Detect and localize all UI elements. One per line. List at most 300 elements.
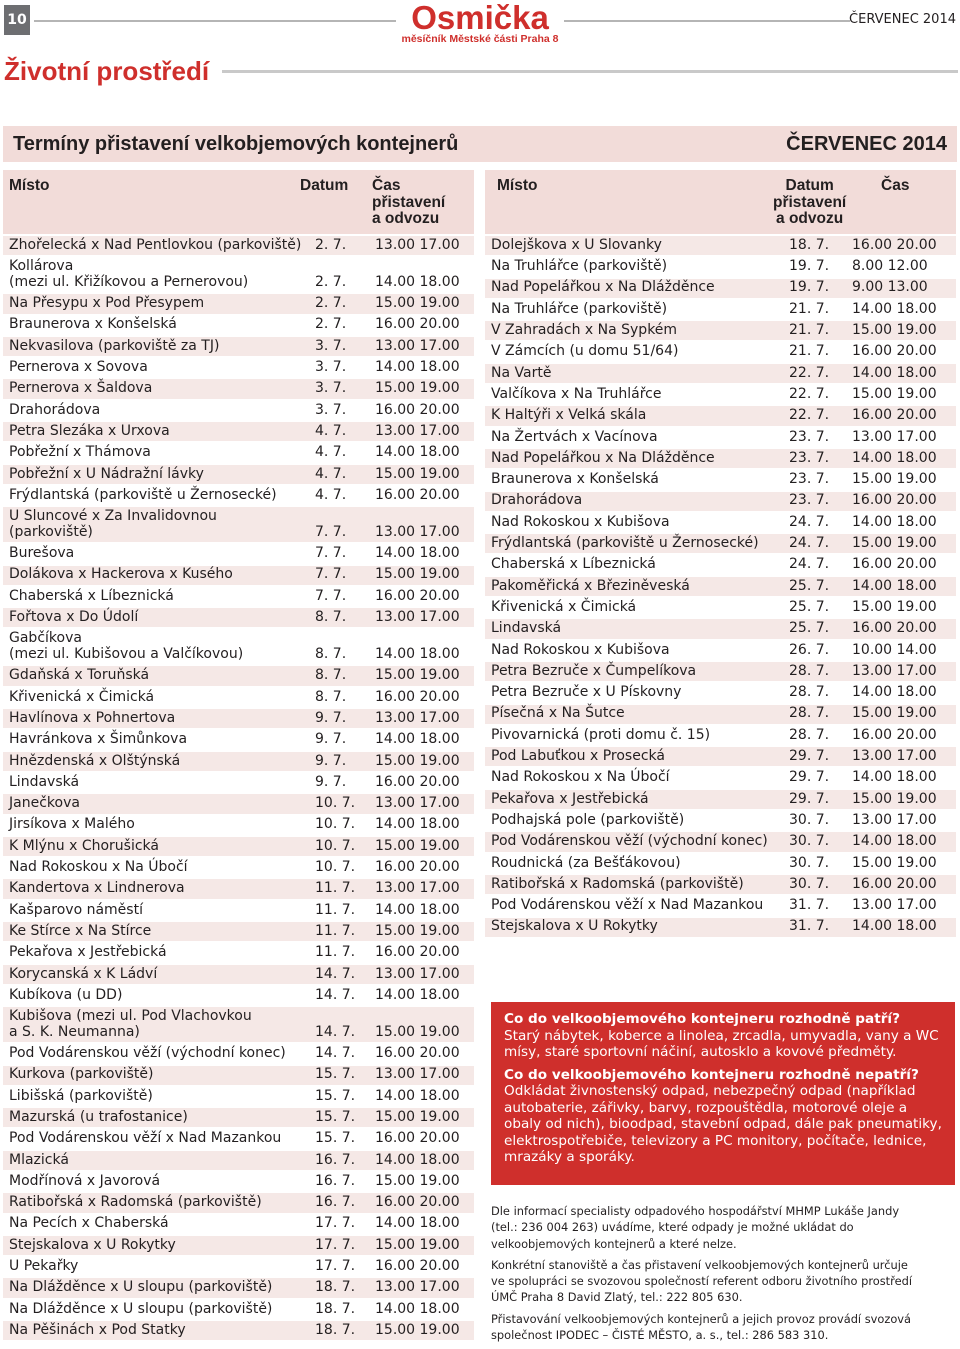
cell-place: Pernerova x Šaldova [9,380,153,397]
schedule-title: Termíny přistavení velkobjemových kontejnerů [13,132,459,155]
cell-place: Petra Slezáka x Urxova [9,422,170,439]
cell-date: 28. 7. [789,684,830,701]
table-row [3,879,474,898]
table-rows [3,236,474,1340]
table-row [3,752,474,771]
cell-date: 15. 7. [315,1066,356,1083]
cell-place: Stejskalova x U Rokytky [9,1236,176,1253]
cell-date: 17. 7. [315,1258,356,1275]
table-row [485,641,956,660]
table-row [485,896,956,915]
cell-time: 16.00 20.00 [375,1194,460,1211]
cell-place: Na Pěšinách x Pod Statky [9,1321,186,1338]
cell-date: 14. 7. [315,1023,356,1040]
cell-time: 14.00 18.00 [852,684,937,701]
cell-date: 7. 7. [315,587,347,604]
cell-date: 9. 7. [315,773,347,790]
cell-time: 16.00 20.00 [375,773,460,790]
cell-place: Braunerova x Konšelská [491,471,659,488]
cell-time: 16.00 20.00 [375,859,460,876]
cell-time: 15.00 19.00 [375,566,460,583]
table-row [3,1108,474,1127]
cell-time: 15.00 19.00 [852,385,937,402]
cell-place: Nad Popelářkou x Na Dlážděnce [491,279,715,296]
table-row [3,1278,474,1297]
header-date: Datum [300,177,349,194]
table-row [3,965,474,984]
cell-place: Fořtova x Do Údolí [9,609,139,626]
cell-place: Jirsíkova x Malého [9,816,135,833]
cell-time: 16.00 20.00 [375,1258,460,1275]
table-row [485,428,956,447]
issue-date: ČERVENEC 2014 [849,12,956,27]
cell-date: 4. 7. [315,422,347,439]
header-time: Čas přistavení a odvozu [372,177,446,227]
cell-place: Mazurská (u trafostanice) [9,1108,188,1125]
cell-time: 15.00 19.00 [852,322,937,339]
table-row [3,566,474,585]
cell-date: 30. 7. [789,833,830,850]
table-row [3,688,474,707]
cell-place: Drahorádova [9,401,101,418]
cell-time: 16.00 20.00 [375,486,460,503]
header-time: Čas [881,177,910,194]
table-row [485,854,956,873]
schedule-title-bar [3,126,957,162]
forbidden-answer: Odkládat živnostenský odpad, nebezpečný odpad (například autobaterie, zářivky, barvy, rozpouštědla, motorové oleje a obaly od nich), bioodpad, stavební odpad, dále pak pneumatiky, elektrospotřebiče, televizory a PC monitory, počítače, lednice, mrazáky a sporáky. [504,1083,942,1165]
cell-time: 14.00 18.00 [375,986,460,1003]
cell-date: 8. 7. [315,645,347,662]
cell-date: 3. 7. [315,359,347,376]
cell-place: Nad Popelářkou x Na Dlážděnce [491,449,715,466]
table-row [3,358,474,377]
cell-date: 3. 7. [315,380,347,397]
section-rule [222,70,958,73]
cell-place: Ratibořská x Radomská (parkoviště) [491,875,744,892]
cell-date: 9. 7. [315,752,347,769]
cell-time: 13.00 17.00 [375,609,460,626]
cell-time: 13.00 17.00 [375,523,460,540]
cell-date: 18. 7. [315,1321,356,1338]
cell-date: 7. 7. [315,523,347,540]
table-row [3,943,474,962]
cell-date: 24. 7. [789,556,830,573]
table-header [3,170,474,234]
cell-place: Na Truhlářce (parkoviště) [491,258,668,275]
page-number: 10 [4,5,30,35]
cell-time: 16.00 20.00 [375,1045,460,1062]
cell-place: Nad Rokoskou x Na Úbočí [491,769,670,786]
cell-time: 15.00 19.00 [375,1108,460,1125]
cell-date: 28. 7. [789,662,830,679]
cell-date: 24. 7. [789,513,830,530]
cell-time: 8.00 12.00 [852,258,928,275]
cell-place: Janečkova [9,795,80,812]
cell-time: 14.00 18.00 [375,444,460,461]
table-row [485,598,956,617]
brand-logo [400,2,560,45]
cell-place: Pobřežní x Thámova [9,444,151,461]
cell-place: Roudnická (za Bešťákovou) [491,854,681,871]
header-rule-right [564,20,850,22]
table-row [3,901,474,920]
cell-time: 10.00 14.00 [852,641,937,658]
cell-date: 28. 7. [789,705,830,722]
table-row [3,422,474,441]
table-row [3,816,474,835]
cell-time: 13.00 17.00 [375,337,460,354]
table-row [485,577,956,596]
cell-place: Pod Vodárenskou věží x Nad Mazankou [491,897,764,914]
cell-time: 16.00 20.00 [852,492,937,509]
cell-time: 15.00 19.00 [375,465,460,482]
table-row [3,1215,474,1234]
table-row [3,1007,474,1042]
cell-place: Ratibořská x Radomská (parkoviště) [9,1194,262,1211]
cell-date: 11. 7. [315,901,356,918]
cell-date: 26. 7. [789,641,830,658]
table-row [3,1172,474,1191]
forbidden-question: Co do velkoobjemového kontejneru rozhodně nepatří? [504,1066,919,1083]
cell-time: 13.00 17.00 [852,428,937,445]
table-row [485,726,956,745]
cell-time: 13.00 17.00 [852,811,937,828]
table-row [485,875,956,894]
table-row [3,730,474,749]
cell-place: Petra Bezruče x U Pískovny [491,684,682,701]
header-place: Místo [9,177,50,194]
note-paragraph: Dle informací specialisty odpadového hospodářství MHMP Lukáše Jandy (tel.: 236 004 263) uvádíme, které odpady je možné ukládat do velkoobjemových kontejnerů a které nelze. [491,1204,900,1251]
cell-time: 14.00 18.00 [375,359,460,376]
cell-place: Lindavská [491,620,562,637]
cell-time: 13.00 17.00 [375,709,460,726]
cell-time: 14.00 18.00 [375,901,460,918]
cell-date: 11. 7. [315,944,356,961]
table-row [3,1236,474,1255]
cell-place: U Pekařky [9,1258,79,1275]
cell-place: Pod Vodárenskou věží (východní konec) [9,1045,286,1062]
cell-place: Pod Vodárenskou věží x Nad Mazankou [9,1130,282,1147]
cell-date: 11. 7. [315,880,356,897]
table-row [485,513,956,532]
table-row [485,470,956,489]
cell-time: 14.00 18.00 [375,1300,460,1317]
cell-date: 30. 7. [789,811,830,828]
cell-time: 15.00 19.00 [375,295,460,312]
cell-time: 16.00 20.00 [375,316,460,333]
table-row [3,294,474,313]
header-date: Datum přistavení a odvozu [773,177,847,227]
cell-date: 4. 7. [315,486,347,503]
cell-place: Modřínová x Javorová [9,1172,161,1189]
cell-time: 16.00 20.00 [852,407,937,424]
cell-date: 8. 7. [315,609,347,626]
cell-date: 16. 7. [315,1194,356,1211]
cell-time: 13.00 17.00 [375,880,460,897]
cell-date: 29. 7. [789,769,830,786]
cell-time: 14.00 18.00 [852,364,937,381]
table-row [3,465,474,484]
cell-time: 14.00 18.00 [375,645,460,662]
table-row [3,379,474,398]
table-row [3,1193,474,1212]
table-row [485,747,956,766]
cell-time: 16.00 20.00 [375,1130,460,1147]
cell-date: 31. 7. [789,897,830,914]
cell-place: Havránkova x Šimůnkova [9,731,188,748]
cell-place: Na Žertvách x Vacínova [491,428,658,445]
cell-date: 15. 7. [315,1087,356,1104]
cell-time: 13.00 17.00 [852,897,937,914]
cell-time: 16.00 20.00 [852,556,937,573]
schedule-table-right [485,170,956,937]
cell-place: Stejskalova x U Rokytky [491,918,658,935]
cell-place: Podhajská pole (parkoviště) [491,811,685,828]
table-row [3,858,474,877]
cell-date: 16. 7. [315,1172,356,1189]
cell-place: Petra Bezruče x Čumpelíkova [491,662,697,679]
table-row [3,773,474,792]
table-row [3,1066,474,1085]
cell-time: 14.00 18.00 [852,513,937,530]
table-row [485,364,956,383]
cell-place: K Haltýři x Velká skála [491,407,647,424]
table-row [3,1321,474,1340]
cell-date: 9. 7. [315,709,347,726]
table-row [3,257,474,292]
allowed-question: Co do velkoobjemového kontejneru rozhodně patří? [504,1011,900,1027]
table-row [485,768,956,787]
cell-time: 14.00 18.00 [375,1151,460,1168]
cell-time: 13.00 17.00 [852,662,937,679]
cell-place: Nad Rokoskou x Kubišova [491,641,670,658]
cell-place: Pod Vodárenskou věží (východní konec) [491,833,768,850]
cell-time: 13.00 17.00 [375,1279,460,1296]
cell-place: Hnězdenská x Olštýnská [9,752,181,769]
cell-date: 3. 7. [315,401,347,418]
cell-date: 25. 7. [789,577,830,594]
cell-time: 16.00 20.00 [852,875,937,892]
cell-time: 15.00 19.00 [375,922,460,939]
table-row [485,321,956,340]
cell-place: Drahorádova [491,492,583,509]
cell-time: 15.00 19.00 [375,752,460,769]
cell-date: 18. 7. [315,1279,356,1296]
table-row [3,587,474,606]
cell-place: Kubíkova (u DD) [9,986,123,1003]
cell-place: Na Truhlářce (parkoviště) [491,300,668,317]
cell-time: 13.00 17.00 [375,422,460,439]
cell-date: 23. 7. [789,492,830,509]
cell-time: 14.00 18.00 [852,449,937,466]
cell-time: 16.00 20.00 [852,620,937,637]
cell-place: Kubišova (mezi ul. Pod Vlachovkou a S. K. Neumanna) [9,1008,252,1040]
cell-date: 30. 7. [789,854,830,871]
cell-place: Na Dlážděnce x U sloupu (parkoviště) [9,1279,273,1296]
cell-time: 13.00 17.00 [852,748,937,765]
cell-date: 22. 7. [789,385,830,402]
cell-time: 14.00 18.00 [852,577,937,594]
table-row [3,709,474,728]
cell-date: 8. 7. [315,688,347,705]
cell-time: 15.00 19.00 [375,667,460,684]
cell-time: 16.00 20.00 [375,944,460,961]
cell-place: Na Pecích x Chaberská [9,1215,169,1232]
cell-date: 28. 7. [789,726,830,743]
cell-date: 11. 7. [315,922,356,939]
cell-time: 15.00 19.00 [375,1023,460,1040]
table-row [485,619,956,638]
cell-date: 16. 7. [315,1151,356,1168]
cell-date: 8. 7. [315,667,347,684]
table-row [3,486,474,505]
table-row [485,300,956,319]
cell-date: 31. 7. [789,918,830,935]
cell-place: U Sluncové x Za Invalidovnou (parkoviště) [9,508,217,540]
cell-place: Na Dlážděnce x U sloupu (parkoviště) [9,1300,273,1317]
note-paragraph: Konkrétní stanoviště a čas přistavení velkoobjemových kontejnerů určuje ve spolupráci se svozovou společností referent odboru životního prostředí ÚMČ Praha 8 David Zlatý, tel.: 222 805 630. [491,1257,912,1305]
cell-place: Na Vartě [491,364,552,381]
cell-date: 2. 7. [315,236,347,253]
cell-time: 14.00 18.00 [375,273,460,290]
table-row [3,1044,474,1063]
cell-date: 30. 7. [789,875,830,892]
cell-time: 14.00 18.00 [852,769,937,786]
cell-date: 22. 7. [789,407,830,424]
cell-time: 15.00 19.00 [375,1172,460,1189]
cell-date: 7. 7. [315,566,347,583]
cell-place: Ke Stírce x Na Stírce [9,922,152,939]
cell-time: 13.00 17.00 [375,795,460,812]
table-row [485,811,956,830]
cell-date: 21. 7. [789,300,830,317]
table-row [485,257,956,276]
cell-time: 16.00 20.00 [375,688,460,705]
cell-place: Mlazická [9,1151,69,1168]
table-row [3,629,474,664]
cell-place: Křivenická x Čimická [491,598,637,615]
cell-place: Kurkova (parkoviště) [9,1066,154,1083]
cell-place: Pekařova x Jestřebická [491,790,649,807]
table-row [3,1300,474,1319]
cell-time: 14.00 18.00 [375,816,460,833]
table-row [3,236,474,255]
cell-date: 21. 7. [789,322,830,339]
cell-place: Pekařova x Jestřebická [9,944,167,961]
cell-time: 9.00 13.00 [852,279,928,296]
cell-place: Gabčíkova (mezi ul. Kubišovou a Valčíkovou) [9,630,244,662]
cell-time: 14.00 18.00 [852,918,937,935]
cell-place: Frýdlantská (parkoviště u Žernosecké) [491,535,759,552]
cell-place: Kandertova x Lindnerova [9,880,185,897]
cell-date: 2. 7. [315,273,347,290]
contact-notes [491,1203,921,1348]
cell-time: 14.00 18.00 [852,300,937,317]
table-row [3,922,474,941]
cell-date: 23. 7. [789,449,830,466]
cell-time: 14.00 18.00 [375,545,460,562]
cell-place: Kašparovo náměstí [9,901,143,918]
cell-time: 15.00 19.00 [375,1321,460,1338]
table-row [485,534,956,553]
cell-date: 23. 7. [789,428,830,445]
cell-place: Kollárova (mezi ul. Křižíkovou a Pernerovou) [9,258,249,290]
cell-place: Pobřežní x U Nádražní lávky [9,465,204,482]
cell-time: 15.00 19.00 [852,790,937,807]
table-header [485,170,956,234]
cell-place: Braunerova x Konšelská [9,316,177,333]
table-row [485,342,956,361]
table-row [3,337,474,356]
brand-subtitle: měsíčník Městské části Praha 8 [401,33,559,45]
cell-date: 19. 7. [789,279,830,296]
cell-place: Libišská (parkoviště) [9,1087,153,1104]
table-row [485,790,956,809]
cell-time: 15.00 19.00 [375,1236,460,1253]
cell-date: 23. 7. [789,471,830,488]
table-row [485,279,956,298]
table-row [485,385,956,404]
cell-date: 29. 7. [789,748,830,765]
cell-date: 22. 7. [789,364,830,381]
table-row [3,544,474,563]
cell-date: 14. 7. [315,1045,356,1062]
cell-place: Nekvasilova (parkoviště za TJ) [9,337,220,354]
allowed-answer: Starý nábytek, koberce a linolea, zrcadla, umyvadla, vany a WC mísy, staré sportovní náčiní, autosklo a kovové předměty. [504,1027,939,1060]
note-paragraph: Přistavování velkoobjemových kontejnerů a jejich provoz provádí svozová společnost IPODEC – ČISTÉ MĚSTO, a. s., tel.: 286 583 310. [491,1311,912,1343]
cell-date: 10. 7. [315,859,356,876]
table-row [485,705,956,724]
cell-date: 7. 7. [315,545,347,562]
table-row [3,1257,474,1276]
cell-date: 10. 7. [315,837,356,854]
cell-place: Dolejškova x U Slovanky [491,236,662,253]
cell-time: 16.00 20.00 [375,587,460,604]
cell-place: Frýdlantská (parkoviště u Žernosecké) [9,486,277,503]
cell-place: Havlínova x Pohnertova [9,709,176,726]
cell-date: 25. 7. [789,620,830,637]
cell-date: 10. 7. [315,816,356,833]
header-rule-left [34,20,396,22]
cell-date: 19. 7. [789,258,830,275]
cell-place: Pernerova x Sovova [9,359,148,376]
cell-date: 10. 7. [315,795,356,812]
table-row [485,683,956,702]
cell-time: 15.00 19.00 [852,705,937,722]
table-rows [485,236,956,937]
table-row [485,406,956,425]
cell-place: Chaberská x Líbeznická [491,556,656,573]
cell-date: 14. 7. [315,965,356,982]
cell-place: Valčíkova x Na Truhlářce [491,385,662,402]
cell-date: 15. 7. [315,1108,356,1125]
cell-place: Burešova [9,545,75,562]
table-row [3,316,474,335]
cell-place: Zhořelecká x Nad Pentlovkou (parkoviště) [9,236,302,253]
cell-time: 16.00 20.00 [852,236,937,253]
table-row [3,443,474,462]
table-row [3,401,474,420]
table-row [3,1129,474,1148]
cell-date: 4. 7. [315,444,347,461]
cell-place: Gdaňská x Toruňská [9,667,150,684]
cell-place: V Zahradách x Na Sypkém [491,322,678,339]
cell-date: 25. 7. [789,598,830,615]
cell-time: 15.00 19.00 [852,471,937,488]
cell-place: Křivenická x Čimická [9,688,155,705]
table-row [3,507,474,542]
container-rules-box [491,1002,955,1185]
